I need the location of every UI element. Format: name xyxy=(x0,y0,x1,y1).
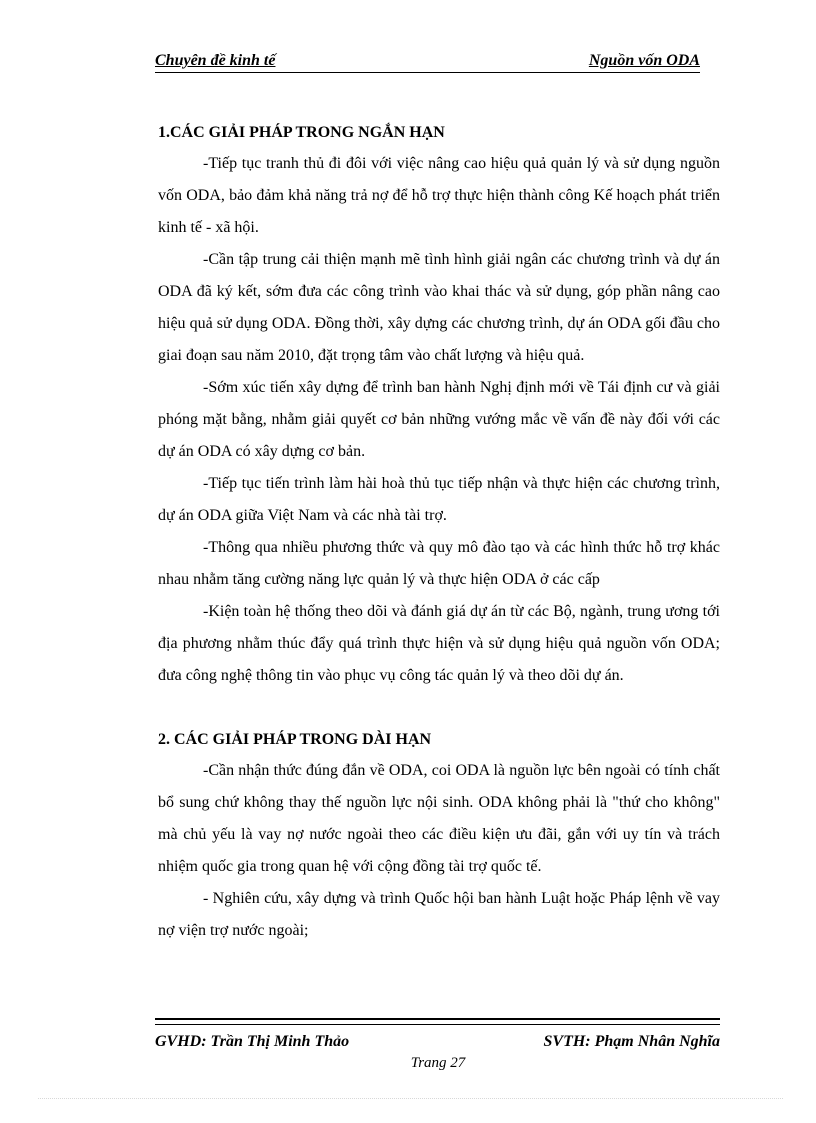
footer-rule-thick xyxy=(155,1018,720,1020)
footer-advisor: GVHD: Trần Thị Minh Thảo xyxy=(155,1033,350,1050)
footer-rule-thin xyxy=(155,1024,720,1025)
section-spacer xyxy=(158,692,720,725)
header-right-title: Nguồn vốn ODA xyxy=(588,52,700,69)
section-1-paragraph: -Thông qua nhiều phương thức và quy mô đào tạo và các hình thức hỗ trợ khác nhau nhằm tăng cường năng lực quản lý và thực hiện ODA ở các cấp xyxy=(158,539,720,588)
section-2-paragraph: -Cần nhận thức đúng đắn về ODA, coi ODA là nguồn lực bên ngoài có tính chất bổ sung chứ không thay thế nguồn lực nội sinh. ODA không phải là "thứ cho không" mà chủ yếu là vay nợ nước ngoài theo các điều kiện ưu đãi, gắn với uy tín và trách nhiệm quốc gia trong quan hệ với cộng đồng tài trợ quốc tế. xyxy=(158,762,720,875)
section-2-heading: 2. CÁC GIẢI PHÁP TRONG DÀI HẠN xyxy=(158,731,432,748)
document-body xyxy=(158,118,720,947)
page-header xyxy=(155,52,720,74)
section-1-heading: 1.CÁC GIẢI PHÁP TRONG NGẮN HẠN xyxy=(158,124,445,141)
footer-student: SVTH: Phạm Nhân Nghĩa xyxy=(543,1033,720,1050)
header-left-title: Chuyên đề kinh tế xyxy=(155,52,276,69)
section-1-paragraph: -Cần tập trung cải thiện mạnh mẽ tình hình giải ngân các chương trình và dự án ODA đã ký kết, sớm đưa các công trình vào khai thác và sử dụng, góp phần nâng cao hiệu quả sử dụng ODA. Đồng thời, xây dựng các chương trình, dự án ODA gối đầu cho giai đoạn sau năm 2010, đặt trọng tâm vào chất lượng và hiệu quả. xyxy=(158,251,720,364)
section-1-paragraph: -Tiếp tục tranh thủ đi đôi với việc nâng cao hiệu quả quản lý và sử dụng nguồn vốn ODA, bảo đảm khả năng trả nợ để hỗ trợ thực hiện thành công Kế hoạch phát triển kinh tế - xã hội. xyxy=(158,155,720,236)
section-2-paragraph: - Nghiên cứu, xây dựng và trình Quốc hội ban hành Luật hoặc Pháp lệnh về vay nợ viện trợ nước ngoài; xyxy=(158,890,720,939)
page-number: Trang 27 xyxy=(410,1055,466,1071)
page-footer xyxy=(155,1033,720,1057)
header-rule xyxy=(155,72,700,73)
section-1-paragraph: -Tiếp tục tiến trình làm hài hoà thủ tục tiếp nhận và thực hiện các chương trình, dự án ODA giữa Việt Nam và các nhà tài trợ. xyxy=(158,475,720,524)
section-1-paragraph: -Sớm xúc tiến xây dựng để trình ban hành Nghị định mới về Tái định cư và giải phóng mặt bằng, nhằm giải quyết cơ bản những vướng mắc về vấn đề này đối với các dự án ODA có xây dựng cơ bản. xyxy=(158,379,720,460)
section-1-paragraph: -Kiện toàn hệ thống theo dõi và đánh giá dự án từ các Bộ, ngành, trung ương tới địa phương nhằm thúc đẩy quá trình thực hiện và sử dụng hiệu quả nguồn vốn ODA; đưa công nghệ thông tin vào phục vụ công tác quản lý và theo dõi dự án. xyxy=(158,603,720,684)
page-edge-divider xyxy=(38,1098,783,1099)
